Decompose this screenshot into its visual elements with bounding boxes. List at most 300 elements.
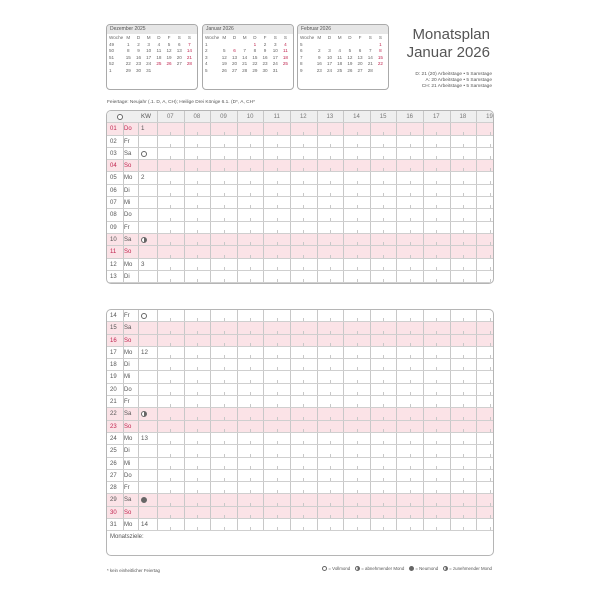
half-hour-tick [410, 527, 411, 530]
half-hour-tick [463, 255, 464, 258]
hour-divider [210, 185, 211, 196]
half-hour-tick [303, 515, 304, 518]
hour-divider [263, 335, 264, 346]
half-hour-tick [303, 454, 304, 457]
hour-divider [476, 421, 477, 432]
half-hour-tick [303, 429, 304, 432]
day-row[interactable] [107, 234, 493, 246]
half-hour-tick [357, 404, 358, 407]
hour-divider [476, 445, 477, 456]
half-hour-tick [436, 527, 437, 530]
half-hour-tick [410, 478, 411, 481]
half-hour-tick [197, 355, 198, 358]
hour-divider [317, 123, 318, 134]
hour-divider [476, 222, 477, 233]
column-divider [123, 148, 124, 159]
hour-label: 08 [193, 114, 201, 120]
half-hour-tick [436, 417, 437, 420]
half-hour-tick [490, 515, 491, 518]
day-row[interactable] [107, 371, 493, 383]
half-hour-tick [197, 404, 198, 407]
hour-divider [290, 310, 291, 321]
half-hour-tick [436, 478, 437, 481]
half-hour-tick [463, 331, 464, 334]
mini-calendar-title: Januar 2026 [203, 25, 293, 34]
half-hour-tick [303, 343, 304, 346]
day-number: 05 [110, 175, 117, 182]
hour-divider [396, 234, 397, 245]
day-row[interactable] [107, 421, 493, 433]
half-hour-tick [490, 255, 491, 258]
hour-divider [290, 136, 291, 147]
half-hour-tick [357, 454, 358, 457]
hour-divider [396, 123, 397, 134]
half-hour-tick [170, 454, 171, 457]
half-hour-tick [197, 181, 198, 184]
day-number: 31 [110, 522, 117, 529]
half-hour-tick [197, 380, 198, 383]
column-divider [123, 396, 124, 407]
hour-divider [184, 322, 185, 333]
hour-divider [290, 433, 291, 444]
mini-calendar-cell: 16 [316, 61, 322, 66]
hour-divider [184, 458, 185, 469]
hour-divider [450, 470, 451, 481]
half-hour-tick [410, 132, 411, 135]
mini-calendar-cell: 3 [205, 54, 208, 60]
day-row[interactable] [107, 433, 493, 445]
half-hour-tick [410, 218, 411, 221]
hour-header-row [107, 111, 493, 123]
day-row[interactable] [107, 259, 493, 271]
half-hour-tick [170, 417, 171, 420]
hour-divider [317, 259, 318, 270]
hour-divider [210, 197, 211, 208]
hour-divider [184, 123, 185, 134]
day-row[interactable] [107, 322, 493, 334]
hour-divider [184, 507, 185, 518]
half-hour-tick [410, 205, 411, 208]
half-hour-tick [330, 318, 331, 321]
hour-divider [237, 209, 238, 220]
mini-calendar-grid [109, 35, 195, 74]
hour-divider [476, 384, 477, 395]
column-divider [123, 322, 124, 333]
half-hour-tick [490, 267, 491, 270]
half-hour-tick [463, 242, 464, 245]
hour-divider [157, 136, 158, 147]
hour-divider [237, 246, 238, 257]
day-row[interactable] [107, 160, 493, 172]
hour-divider [317, 421, 318, 432]
half-hour-tick [170, 318, 171, 321]
mini-calendar-cell: 1 [253, 41, 257, 47]
day-row[interactable] [107, 185, 493, 197]
hour-divider [450, 222, 451, 233]
half-hour-tick [490, 404, 491, 407]
half-hour-tick [277, 156, 278, 159]
half-hour-tick [277, 181, 278, 184]
mini-calendar-cell: 18 [282, 54, 288, 60]
day-row[interactable] [107, 470, 493, 482]
day-row[interactable] [107, 408, 493, 420]
hour-divider [450, 421, 451, 432]
hour-divider [450, 359, 451, 370]
half-hour-tick [170, 466, 171, 469]
hour-divider [317, 347, 318, 358]
half-hour-tick [197, 132, 198, 135]
hour-divider [396, 433, 397, 444]
hour-divider [476, 335, 477, 346]
day-row[interactable] [107, 172, 493, 184]
day-number: 19 [110, 374, 117, 381]
mini-calendar-header-cell: M [222, 35, 227, 40]
hour-divider [476, 482, 477, 493]
half-hour-tick [463, 355, 464, 358]
half-hour-tick [224, 156, 225, 159]
hour-divider [343, 433, 344, 444]
column-divider [123, 185, 124, 196]
half-hour-tick [277, 478, 278, 481]
hour-divider [263, 197, 264, 208]
hour-divider [423, 458, 424, 469]
half-hour-tick [303, 230, 304, 233]
hour-divider [237, 172, 238, 183]
hour-divider [476, 310, 477, 321]
day-row[interactable] [107, 384, 493, 396]
hour-divider [157, 160, 158, 171]
half-hour-tick [277, 318, 278, 321]
hour-divider [184, 408, 185, 419]
hour-divider [290, 335, 291, 346]
week-number: 1 [141, 125, 145, 133]
column-divider [123, 271, 124, 282]
mini-calendar-cell: 5 [348, 48, 352, 53]
half-hour-tick [463, 279, 464, 282]
half-hour-tick [357, 144, 358, 147]
day-row[interactable] [107, 335, 493, 347]
hour-divider [476, 396, 477, 407]
weekday: So [124, 163, 132, 170]
hour-divider [370, 433, 371, 444]
hour-divider [317, 185, 318, 196]
hour-divider [396, 271, 397, 282]
half-hour-tick [436, 255, 437, 258]
half-hour-tick [250, 478, 251, 481]
half-hour-tick [277, 380, 278, 383]
weekday: Mo [124, 435, 133, 442]
half-hour-tick [250, 230, 251, 233]
half-hour-tick [197, 417, 198, 420]
mini-calendar-cell: 10 [326, 54, 333, 60]
hour-divider [343, 246, 344, 257]
day-row[interactable] [107, 123, 493, 135]
half-hour-tick [357, 205, 358, 208]
mini-calendar-cell: 24 [146, 61, 152, 66]
half-hour-tick [303, 255, 304, 258]
week-number [141, 458, 157, 469]
weekday: Mo [124, 261, 133, 268]
half-hour-tick [170, 156, 171, 159]
hour-divider [343, 421, 344, 432]
half-hour-tick [330, 156, 331, 159]
hour-divider [237, 136, 238, 147]
half-hour-tick [170, 392, 171, 395]
hour-divider [423, 123, 424, 134]
half-hour-tick [303, 404, 304, 407]
half-hour-tick [383, 380, 384, 383]
half-hour-tick [463, 392, 464, 395]
half-hour-tick [170, 331, 171, 334]
half-hour-tick [383, 331, 384, 334]
mini-calendar-cell: 21 [367, 61, 373, 66]
column-divider [138, 136, 139, 147]
mini-calendar-header-cell: M [337, 35, 342, 40]
mini-calendar-cell: 50 [109, 48, 115, 53]
hour-divider [210, 445, 211, 456]
hour-divider [370, 494, 371, 505]
mini-calendar-cell: 24 [326, 67, 333, 73]
hour-divider [210, 160, 211, 171]
day-row[interactable] [107, 482, 493, 494]
hour-divider [476, 259, 477, 270]
half-hour-tick [277, 242, 278, 245]
hour-divider [450, 246, 451, 257]
hour-divider [370, 347, 371, 358]
full-moon-icon [141, 313, 147, 319]
column-divider [138, 359, 139, 370]
hour-divider [343, 222, 344, 233]
half-hour-tick [436, 441, 437, 444]
mini-calendar-header-cell: D [348, 35, 352, 40]
hour-divider [184, 335, 185, 346]
mini-calendar-cell: 2 [263, 41, 267, 47]
day-row[interactable] [107, 359, 493, 371]
hour-divider [290, 123, 291, 134]
half-hour-tick [330, 380, 331, 383]
half-hour-tick [224, 392, 225, 395]
half-hour-tick [197, 441, 198, 444]
day-row[interactable] [107, 197, 493, 209]
mini-calendar-header-cell: M [242, 35, 247, 40]
day-number: 24 [110, 435, 117, 442]
hour-divider [450, 433, 451, 444]
half-hour-tick [250, 193, 251, 196]
half-hour-tick [383, 144, 384, 147]
half-hour-tick [303, 279, 304, 282]
half-hour-tick [250, 318, 251, 321]
hour-divider [263, 246, 264, 257]
day-row[interactable] [107, 246, 493, 258]
hour-divider [210, 234, 211, 245]
half-hour-tick [436, 454, 437, 457]
half-hour-tick [170, 441, 171, 444]
hour-divider [210, 421, 211, 432]
hour-divider [423, 433, 424, 444]
hour-divider [423, 322, 424, 333]
hour-divider [396, 384, 397, 395]
hour-divider [263, 421, 264, 432]
half-hour-tick [303, 193, 304, 196]
half-hour-tick [357, 429, 358, 432]
mini-calendar-grid [205, 35, 291, 74]
day-row[interactable] [107, 209, 493, 221]
half-hour-tick [224, 478, 225, 481]
hour-divider [290, 384, 291, 395]
mini-calendar-cell: 19 [221, 61, 227, 66]
half-hour-tick [277, 343, 278, 346]
hour-divider [423, 482, 424, 493]
mini-calendar-cell: 9 [318, 54, 321, 60]
half-hour-tick [383, 343, 384, 346]
hour-divider [263, 482, 264, 493]
day-row[interactable] [107, 136, 493, 148]
hour-divider [157, 197, 158, 208]
day-row[interactable] [107, 458, 493, 470]
day-row[interactable] [107, 310, 493, 322]
day-row[interactable] [107, 347, 493, 359]
hour-divider [290, 185, 291, 196]
mini-calendar-cell: 14 [186, 48, 192, 53]
half-hour-tick [330, 193, 331, 196]
half-hour-tick [436, 168, 437, 171]
day-row[interactable] [107, 445, 493, 457]
half-hour-tick [383, 255, 384, 258]
hour-divider [476, 197, 477, 208]
day-row[interactable] [107, 271, 493, 283]
column-divider [138, 246, 139, 257]
hour-divider [396, 494, 397, 505]
half-hour-tick [197, 193, 198, 196]
half-hour-tick [357, 331, 358, 334]
mini-calendar-cell [154, 68, 164, 75]
hour-divider [343, 172, 344, 183]
half-hour-tick [303, 331, 304, 334]
hour-divider [317, 310, 318, 321]
hour-divider [317, 384, 318, 395]
half-hour-tick [277, 490, 278, 493]
hour-divider [317, 359, 318, 370]
hour-divider [370, 458, 371, 469]
weekday: Fr [124, 485, 130, 492]
hour-divider [476, 433, 477, 444]
mini-calendar [297, 24, 389, 90]
half-hour-tick [224, 218, 225, 221]
half-hour-tick [357, 503, 358, 506]
half-hour-tick [170, 193, 171, 196]
hour-divider [157, 408, 158, 419]
page-title-line2: Januar 2026 [406, 44, 490, 61]
half-hour-tick [197, 230, 198, 233]
week-number [141, 222, 157, 233]
mini-calendar-cell: 10 [272, 48, 278, 53]
hour-divider [184, 519, 185, 530]
hour-divider [317, 322, 318, 333]
week-number [141, 185, 157, 196]
monatsziele-row[interactable] [107, 531, 493, 555]
half-hour-tick [224, 144, 225, 147]
day-row[interactable] [107, 519, 493, 531]
mini-calendar-cell: 11 [156, 48, 162, 53]
half-hour-tick [357, 168, 358, 171]
half-hour-tick [330, 490, 331, 493]
hour-divider [237, 445, 238, 456]
hour-divider [210, 507, 211, 518]
hour-divider [263, 408, 264, 419]
mini-calendar-cell: 31 [146, 67, 152, 73]
hour-divider [263, 259, 264, 270]
hour-divider [157, 445, 158, 456]
mini-calendar-cell: 11 [337, 54, 343, 60]
column-divider [123, 494, 124, 505]
hour-divider [343, 322, 344, 333]
hour-divider [343, 234, 344, 245]
day-row[interactable] [107, 148, 493, 160]
half-hour-tick [250, 355, 251, 358]
mini-calendar-cell: 51 [109, 54, 115, 60]
mini-calendar-header-cell: M [146, 35, 151, 40]
half-hour-tick [250, 144, 251, 147]
hour-label: 19 [486, 114, 493, 120]
hour-divider [290, 160, 291, 171]
week-number [141, 335, 157, 346]
half-hour-tick [410, 230, 411, 233]
hour-divider [423, 335, 424, 346]
day-row[interactable] [107, 507, 493, 519]
legend-label: = abnehmender Mond [361, 566, 405, 571]
half-hour-tick [330, 355, 331, 358]
half-hour-tick [224, 255, 225, 258]
half-hour-tick [224, 181, 225, 184]
hour-divider [396, 359, 397, 370]
half-hour-tick [330, 367, 331, 370]
half-hour-tick [224, 168, 225, 171]
day-row[interactable] [107, 494, 493, 506]
mini-calendar-header-cell: S [177, 35, 181, 40]
mini-calendar-cell: 31 [272, 67, 278, 73]
hour-divider [263, 172, 264, 183]
half-hour-tick [410, 267, 411, 270]
hour-divider [237, 519, 238, 530]
half-hour-tick [410, 144, 411, 147]
half-hour-tick [197, 205, 198, 208]
day-row[interactable] [107, 396, 493, 408]
half-hour-tick [357, 527, 358, 530]
hour-divider [184, 384, 185, 395]
hour-divider [450, 322, 451, 333]
half-hour-tick [170, 515, 171, 518]
weekday: Mo [124, 522, 133, 529]
mini-calendar-cell: 52 [109, 61, 115, 66]
half-hour-tick [224, 466, 225, 469]
hour-divider [157, 458, 158, 469]
hour-divider [396, 408, 397, 419]
half-hour-tick [170, 279, 171, 282]
day-row[interactable] [107, 222, 493, 234]
half-hour-tick [383, 193, 384, 196]
half-hour-tick [277, 367, 278, 370]
hour-divider [263, 519, 264, 530]
half-hour-tick [224, 503, 225, 506]
half-hour-tick [330, 144, 331, 147]
half-hour-tick [383, 132, 384, 135]
hour-divider [423, 259, 424, 270]
half-hour-tick [224, 380, 225, 383]
column-divider [123, 197, 124, 208]
half-hour-tick [250, 267, 251, 270]
mini-calendar-header-cell: D [157, 35, 161, 40]
half-hour-tick [303, 156, 304, 159]
